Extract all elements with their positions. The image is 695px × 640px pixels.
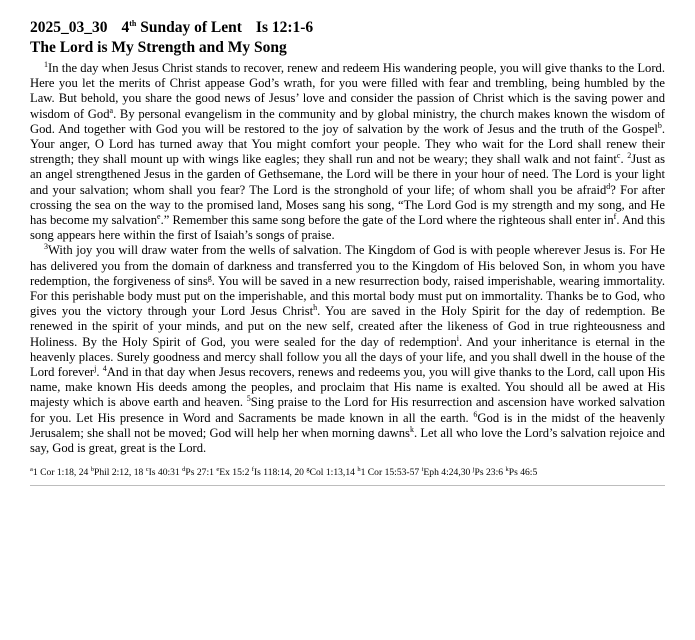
body-text: And in that day when Jesus recovers, renews and redeems you, you will give thanks to the Lord, call upon His name, make known His deeds among the peoples, and proclaim that His name is exalted. You should all be awed at His majesty which is above earth and heaven.: [30, 365, 665, 410]
footnote-reference: Ex 15:2: [219, 467, 252, 479]
verse-number: 1: [44, 59, 48, 69]
footnote-letter: k: [505, 466, 509, 474]
footnote-mark: i: [456, 333, 459, 343]
body-text: In the day when Jesus Christ stands to recover, renew and redeem His wandering people, you will give thanks to the Lord. Here you let the merits of Christ appease God’s wrath, for you were filled with fear and trembling, being humbled by the Law. But behold, you share the good news of Jesus’ love and consider the passion of Christ which is the saving power and wisdom of God: [30, 61, 665, 121]
verse-number: 2: [627, 151, 632, 161]
body-text: Just as an angel strengthened Jesus in the garden of Gethsemane, the Lord will be there in your hour of need. The Lord is your light and your salvation; whom shall you fear? The Lord is the stronghold of your life; of whom shall you be afraid: [30, 152, 665, 197]
footnote-letter: a: [30, 466, 33, 474]
footnote-mark: g: [207, 272, 212, 282]
sunday-name: Sunday of Lent: [140, 19, 242, 36]
body-text: .: [620, 152, 628, 167]
footnote-reference: 1 Cor 1:18, 24: [32, 467, 91, 479]
sermon-date: 2025_03_30: [30, 19, 108, 36]
footnote-reference: Ps 23:6: [474, 467, 506, 479]
body-text: .: [96, 365, 103, 380]
footnote-mark: f: [613, 211, 617, 221]
body-text: . And your inheritance is eternal in the heavenly places. Surely goodness and mercy shall follow you all the days of your life, and you shall dwell in the house of the Lord forever: [30, 334, 665, 380]
footnote-reference: Is 40:31: [148, 467, 183, 479]
sermon-title: The Lord is My Strength and My Song: [30, 39, 287, 56]
footnote-mark: e: [157, 211, 161, 221]
footnote-letter: h: [357, 466, 361, 474]
footnote-letter: g: [306, 466, 310, 474]
body-text: . Your anger, O Lord has turned away that You might comfort your people. They who wait for the Lord shall renew their strength; they shall mount up with wings like eagles; they shall run and not be weary; they shall walk and not faint: [30, 121, 665, 167]
footnote-mark: c: [616, 151, 621, 161]
body-text: With joy you will draw water from the wells of salvation. The Kingdom of God is with people wherever Jesus is. For He has delivered you from the domain of darkness and transferred you to the Kingdom of His beloved Son, in whom you have redemption, the forgiveness of sins: [30, 243, 665, 288]
footnote-letter: b: [90, 466, 94, 474]
footnote-mark: b: [657, 120, 662, 130]
body-text: . And this song appears here within the first of Isaiah’s songs of praise.: [30, 213, 665, 243]
paragraph-1: [30, 61, 665, 243]
footnote-mark: a: [109, 105, 114, 115]
footnote-letter: i: [421, 466, 424, 474]
footnote-reference: Phil 2:12, 18: [93, 467, 146, 479]
footnote-mark: k: [409, 424, 414, 434]
footnote-reference: Is 118:14, 20: [253, 467, 307, 479]
scripture-reference: Is 12:1-6: [255, 19, 314, 36]
footnote-reference: Ps 27:1: [185, 467, 217, 479]
verse-number: 4: [102, 363, 107, 373]
footnote-reference: 1 Cor 15:53-57: [360, 467, 422, 479]
body-text: . You will be saved in a new resurrection body, raised imperishable, wearing immortality. For this perishable body must put on the imperishable, and this mortal body must put on immortality. Thanks be to God, who gives you the victory through your Lord Jesus Christ: [30, 273, 665, 319]
footnote-mark: d: [606, 181, 611, 191]
body-text: . By personal evangelism in the community and by global ministry, the church makes known the wisdom of God. And together with God you will be restored to the joy of salvation by the work of Jesus and the truth of the Gospel: [30, 106, 665, 136]
body-text: Sing praise to the Lord for His resurrection and ascension have worked salvation for you. Let His presence in Word and Sacraments be made known in all the earth.: [30, 395, 665, 425]
header-line-1: [30, 18, 665, 38]
footnotes: [30, 466, 665, 479]
sunday-ordinal-suffix: th: [129, 18, 137, 28]
footnote-letter: j: [472, 466, 475, 474]
body-text: ? For after crossing the sea on the way to the promised land, Moses sang his song, “The Lord God is my strength and my song, and He has become my salvation: [30, 182, 665, 228]
footnote-letter: d: [182, 466, 186, 474]
footnote-reference: Col 1:13,14: [309, 467, 358, 479]
sunday-ordinal: 4: [121, 19, 130, 36]
paragraph-2: [30, 243, 665, 456]
footnote-reference: Eph 4:24,30: [423, 467, 473, 479]
body-text: . Let all who love the Lord’s salvation rejoice and say, God is great, great is the Lord.: [30, 425, 665, 456]
footnote-mark: h: [313, 303, 318, 313]
body-text: God is in the midst of the heavenly Jerusalem; she shall not be moved; God will help her when morning dawns: [30, 410, 665, 440]
footnote-letter: f: [251, 466, 254, 474]
verse-number: 5: [246, 394, 251, 404]
footnote-letter: c: [145, 466, 149, 474]
body-text: . You are saved in the Holy Spirit for the day of redemption. Be renewed in the spirit of your minds, and put on the new self, created after the likeness of God in true righteousness and Holiness. By the Holy Spirit of God, you were sealed for the day of redemption: [30, 304, 666, 349]
footnote-mark: j: [94, 363, 97, 373]
verse-number: 6: [473, 409, 478, 419]
footer-divider: [30, 485, 665, 486]
footnote-letter: e: [216, 466, 220, 474]
body-text: .” Remember this same song before the gate of the Lord where the righteous shall enter in: [160, 213, 614, 228]
sermon-body: [30, 61, 665, 456]
footnote-reference: Ps 46:5: [508, 467, 538, 479]
verse-number: 3: [44, 242, 48, 252]
